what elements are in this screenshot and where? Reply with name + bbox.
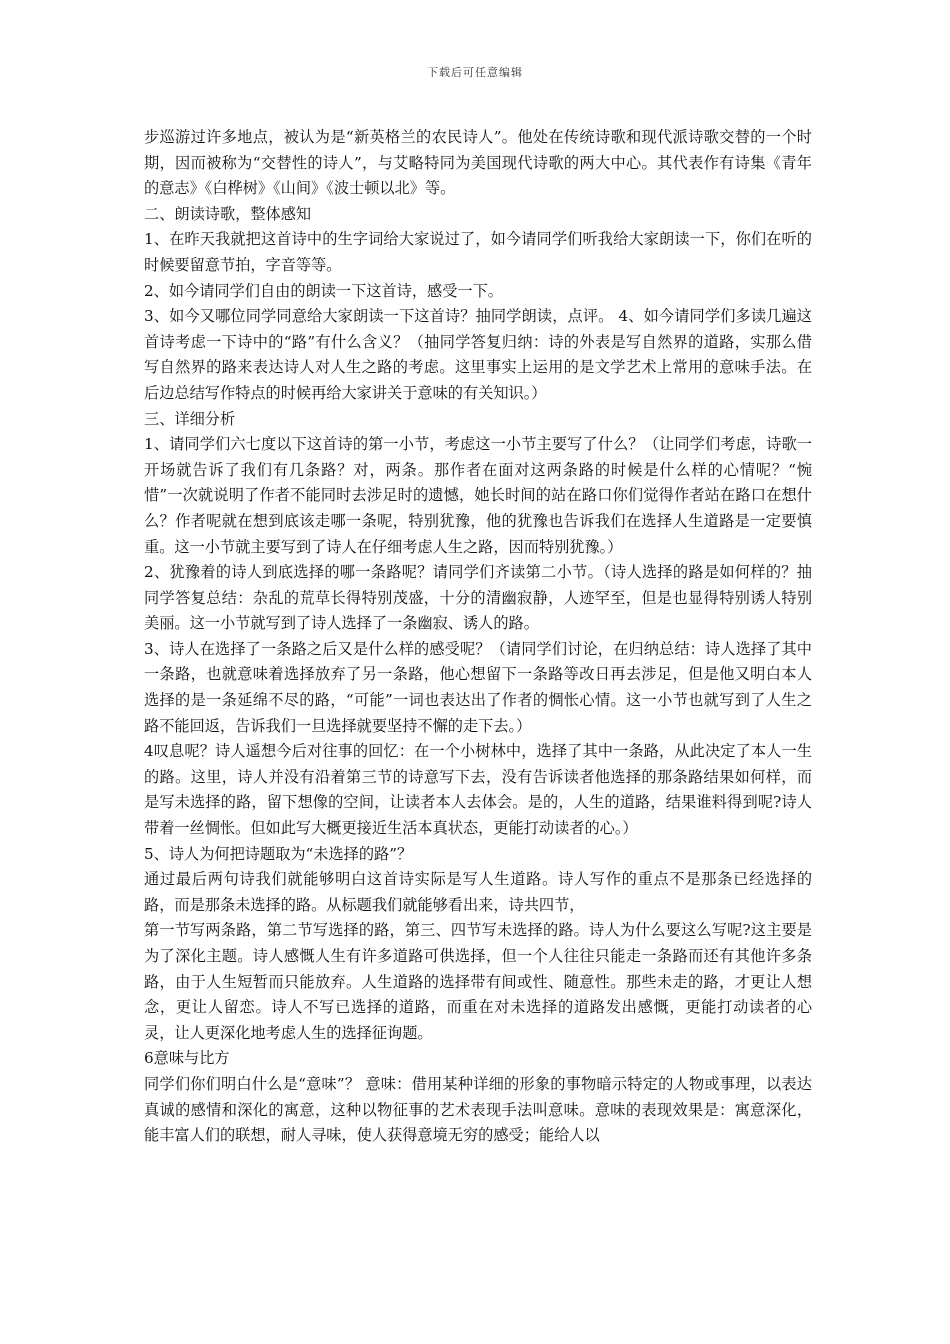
paragraph-poet-intro: 步巡游过许多地点，被认为是“新英格兰的农民诗人”。他处在传统诗歌和现代派诗歌交替的一个时期，因而被称为“交替性的诗人”，与艾略特同为美国现代诗歌的两大中心。其代表作有诗集《青年的意志》《白桦树》《山间》《波士顿以北》等。 <box>144 128 812 198</box>
paragraph-analysis-3: 3、诗人在选择了一条路之后又是什么样的感受呢？（请同学们讨论，在归纳总结：诗人选择了其中一条路，也就意味着选择放弃了另一条路，他心想留下一条路等改日再去涉足，但是他又明白本人选择的是一条延绵不尽的路，“可能”一词也表达出了作者的惆怅心情。这一小节也就写到了人生之路不能回返，告诉我们一旦选择就要坚持不懈的走下去。） <box>144 639 812 735</box>
section-heading-symbolism: 6意味与比方 <box>144 1049 230 1068</box>
paragraph-reading-1: 1、在昨天我就把这首诗中的生字词给大家说过了，如今请同学们听我给大家朗读一下，你们在听的时候要留意节拍，字音等等。 <box>144 230 812 274</box>
section-heading-analysis: 三、详细分析 <box>144 409 236 428</box>
paragraph-analysis-5-answer: 通过最后两句诗我们就能够明白这首诗实际是写人生道路。诗人写作的重点不是那条已经选择的路，而是那条未选择的路。从标题我们就能够看出来，诗共四节， <box>144 870 812 914</box>
paragraph-analysis-2: 2、犹豫着的诗人到底选择的哪一条路呢？请同学们齐读第二小节。（诗人选择的路是如何样的？抽同学答复总结：杂乱的荒草长得特别茂盛，十分的清幽寂静，人迹罕至，但是也显得特别诱人特别美丽。这一小节就写到了诗人选择了一条幽寂、诱人的路。 <box>144 563 812 633</box>
paragraph-analysis-1: 1、请同学们六七度以下这首诗的第一小节，考虑这一小节主要写了什么？（让同学们考虑，诗歌一开场就告诉了我们有几条路？对，两条。那作者在面对这两条路的时候是什么样的心情呢？“惋惜”一次就说明了作者不能同时去涉足时的遗憾，她长时间的站在路口你们觉得作者站在路口在想什么？作者呢就在想到底该走哪一条呢，特别犹豫，他的犹豫也告诉我们在选择人生道路是一定要慎重。这一小节就主要写到了诗人在仔细考虑人生之路，因而特别犹豫。） <box>144 435 812 556</box>
document-body <box>144 125 812 1149</box>
paragraph-symbolism: 同学们你们明白什么是“意味”？ 意味：借用某种详细的形象的事物暗示特定的人物或事理，以表达真诚的感情和深化的寓意，这种以物征事的艺术表现手法叫意味。意味的表现效果是：寓意深化，能丰富人们的联想，耐人寻味，使人获得意境无穷的感受；能给人以 <box>144 1074 812 1145</box>
paragraph-analysis-5-detail: 第一节写两条路，第二节写选择的路，第三、四节写未选择的路。诗人为什么要这么写呢?这主要是为了深化主题。诗人感慨人生有许多道路可供选择，但一个人往往只能走一条路而还有其他许多条路，由于人生短暂而只能放弃。人生道路的选择带有间或性、随意性。那些未走的路，才更让人想念，更让人留恋。诗人不写已选择的道路，而重在对未选择的道路发出感慨，更能打动读者的心灵，让人更深化地考虑人生的选择征询题。 <box>144 921 812 1042</box>
page-header: 下载后可任意编辑 <box>427 66 523 79</box>
paragraph-reading-3-4: 3、如今又哪位同学同意给大家朗读一下这首诗？抽同学朗读，点评。 4、如今请同学们多读几遍这首诗考虑一下诗中的“路”有什么含义？（抽同学答复归纳：诗的外表是写自然界的道路，实那么借写自然界的路来表达诗人对人生之路的考虑。这里事实上运用的是文学艺术上常用的意味手法。在后边总结写作特点的时候再给大家讲关于意味的有关知识。） <box>144 307 812 402</box>
paragraph-reading-2: 2、如今请同学们自由的朗读一下这首诗，感受一下。 <box>144 281 503 300</box>
section-heading-reading: 二、朗读诗歌，整体感知 <box>144 204 312 223</box>
paragraph-analysis-4: 4叹息呢？诗人遥想今后对往事的回忆：在一个小树林中，选择了其中一条路，从此决定了本人一生的路。这里，诗人并没有沿着第三节的诗意写下去，没有告诉读者他选择的那条路结果如何样，而是写未选择的路，留下想像的空间，让读者本人去体会。是的，人生的道路，结果谁料得到呢?诗人带着一丝惆怅。但如此写大概更接近生活本真状态，更能打动读者的心。） <box>144 742 812 838</box>
paragraph-analysis-5-question: 5、诗人为何把诗题取为“未选择的路”？ <box>144 844 413 863</box>
